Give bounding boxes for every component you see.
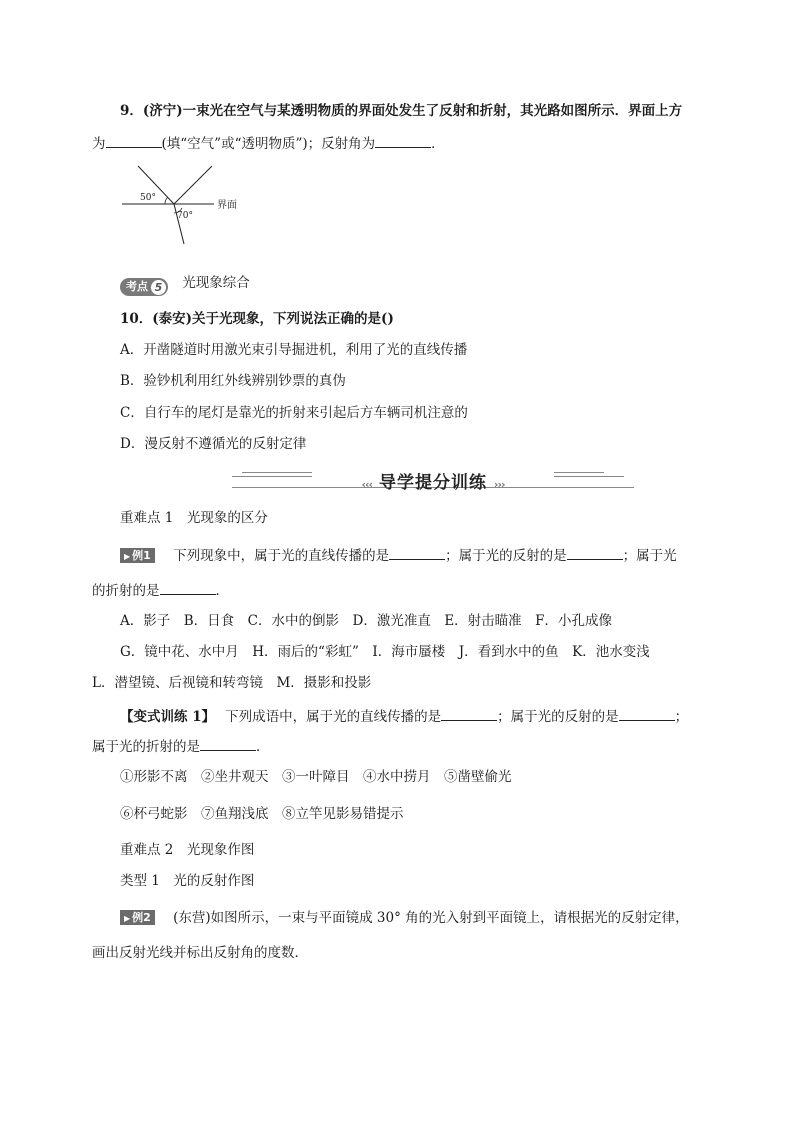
variant1-idioms-2: ⑥杯弓蛇影 ⑦鱼翔浅底 ⑧立竿见影‬易错提示 [120,806,404,822]
ex2-line2: 画出反射光线并标出反射角的度数． [92,945,308,961]
ex2-text: (东营)如图所示，一束与平面镜成 30° 角的光入射到平面镜上，请根据光的反射定律， [173,910,689,926]
variant1-text-b: ；属于光的反射的是 [497,709,619,725]
banner-title-wrap [312,468,554,493]
section-banner [232,466,634,494]
variant1-line2-a: 属于光的折射的是 [92,739,200,755]
answer-blank[interactable] [106,133,162,148]
ex1-options-3: L．潜望镜、后视镜和转弯镜 M．摄影和投影 [92,675,372,691]
kaodian-heading [120,273,250,296]
light-path-figure [118,160,258,250]
section2-title: 重难点 2 光现象作图 [120,842,255,858]
interface-label: 界面 [217,200,237,211]
angle-label-50: 50° [140,193,156,203]
ex2-line1 [120,908,689,928]
q9-line1 [120,101,682,121]
q9-text: 9．(济宁)一束光在空气与某透明物质的界面处发生了反射和折射，其光路如图所示．界面上方 [120,103,683,119]
variant1-label: 【变式训练 1】 [120,709,216,725]
reflected-ray [174,166,212,204]
kaodian-badge-label: 考点 [126,280,148,293]
variant1-line2 [92,736,270,757]
variant1-idioms-1: ①形影不离 ②坐井观天 ③一叶障目 ④水中捞月 ⑤凿壁偷光 [120,769,512,785]
ex1-line2-a: 的折射的是 [92,583,160,599]
q9-text-c: ． [431,136,445,152]
ex1-text-c: ；属于光 [622,548,677,564]
ex1-text-a: 下列现象中，属于光的直线传播的是 [173,548,390,564]
banner-title: 导学提分训练 [379,473,487,493]
answer-blank[interactable] [389,545,445,560]
angle-label-70: 70° [177,211,193,221]
variant1-line2-b: ． [256,739,270,755]
kaodian-number: 5 [151,280,166,295]
section2-type1: 类型 1 光的反射作图 [120,873,255,889]
play-icon: ▶ [124,552,131,561]
example-tag-label: 例2 [132,911,151,924]
example-tag [120,548,155,563]
chevron-right-icon: ››› [493,478,505,491]
ex1-text-b: ；属于光的反射的是 [445,548,567,564]
chevron-left-icon: ‹‹‹ [361,478,373,491]
ex1-options-1: A．影子 B．日食 C．水中的倒影 D．激光准直 E．射击瞄准 F．小孔成像 [120,613,613,629]
example-tag [120,910,155,925]
kaodian-badge [120,278,168,296]
q10-option-b: B．验钞机利用红外线辨别钞票的真伪 [120,373,346,389]
example-tag-label: 例1 [132,549,151,562]
q10-stem: 10．(泰安)关于光现象，下列说法正确的是() [120,311,394,327]
ex1-line2 [92,580,229,601]
kaodian-title: 光现象综合 [182,275,250,291]
refracted-ray [174,204,184,244]
q9-line2 [92,133,445,154]
variant1-text-c: ； [674,709,689,725]
ex1-line1 [120,545,677,566]
ex1-options-2: G．镜中花、水中月 H．雨后的“彩虹” I．海市蜃楼 J．看到水中的鱼 K．池水变浅 [120,644,650,660]
q10-option-a: A．开凿隧道时用激光束引导掘进机，利用了光的直线传播 [120,342,468,358]
answer-blank[interactable] [200,736,256,751]
q10-option-c: C．自行车的尾灯是靠光的折射来引起后方车辆司机注意的 [120,405,468,421]
answer-blank[interactable] [160,580,216,595]
answer-blank[interactable] [619,706,675,721]
answer-blank[interactable] [567,545,623,560]
ex1-line2-b: ． [215,583,229,599]
answer-blank[interactable] [375,133,431,148]
q10-option-d: D．漫反射不遵循光的反射定律 [120,436,307,452]
variant1-line1 [120,706,688,727]
play-icon: ▶ [124,914,131,923]
q9-text-b: (填“空气”或“透明物质”)；反射角为 [161,136,376,152]
q9-text-a: 为 [92,136,106,152]
variant1-text-a: 下列成语中，属于光的直线传播的是 [225,709,442,725]
answer-blank[interactable] [441,706,497,721]
section1-title: 重难点 1 光现象的区分 [120,510,268,526]
